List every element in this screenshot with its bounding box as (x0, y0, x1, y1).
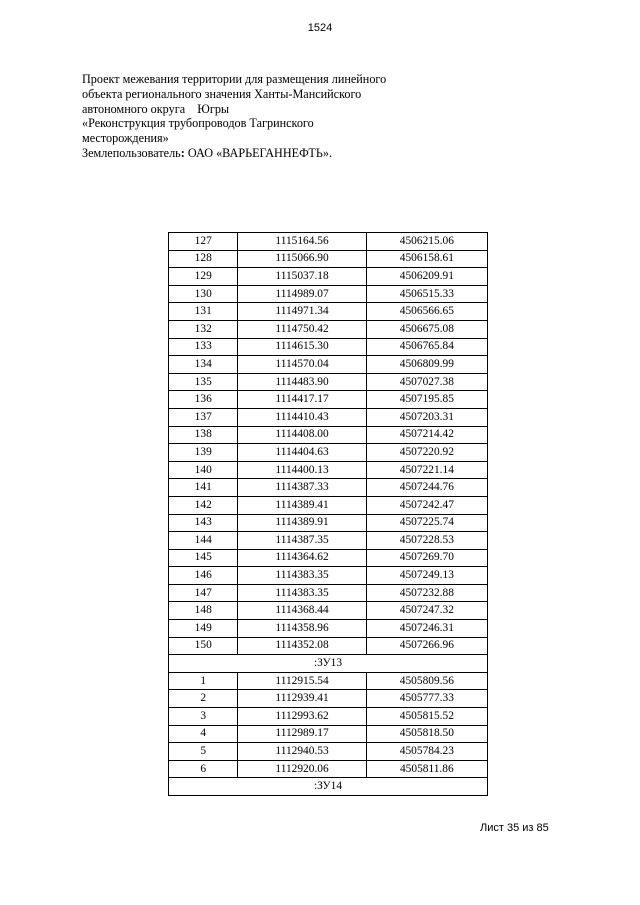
header-line: «Реконструкция трубопроводов Тагринского (82, 116, 314, 131)
x-coordinate-cell: 1112989.17 (238, 725, 366, 743)
x-coordinate-cell: 1114570.04 (238, 356, 366, 374)
land-user-line (82, 146, 442, 161)
point-number-cell: 2 (169, 690, 238, 708)
x-coordinate-cell: 1114408.00 (238, 426, 366, 444)
point-number-cell: 145 (169, 549, 238, 567)
point-number-cell: 4 (169, 725, 238, 743)
x-coordinate-cell: 1114417.17 (238, 391, 366, 409)
point-number-cell: 137 (169, 408, 238, 426)
y-coordinate-cell: 4507027.38 (366, 373, 487, 391)
point-number-cell: 128 (169, 250, 238, 268)
y-coordinate-cell: 4505818.50 (366, 725, 487, 743)
y-coordinate-cell: 4507195.85 (366, 391, 487, 409)
x-coordinate-cell: 1115037.18 (238, 268, 366, 286)
table-row (169, 496, 488, 514)
table-row (169, 690, 488, 708)
header-line: Проект межевания территории для размещения линейного (82, 72, 387, 86)
x-coordinate-cell: 1114352.08 (238, 637, 366, 655)
header-line: автономного округа Югры (82, 101, 230, 116)
table-row (169, 356, 488, 374)
table-row (169, 479, 488, 497)
table-row (169, 567, 488, 585)
y-coordinate-cell: 4505784.23 (366, 743, 487, 761)
y-coordinate-cell: 4507220.92 (366, 444, 487, 462)
point-number-cell: 1 (169, 672, 238, 690)
x-coordinate-cell: 1114971.34 (238, 303, 366, 321)
point-number-cell: 139 (169, 444, 238, 462)
point-number-cell: 129 (169, 268, 238, 286)
table-row (169, 672, 488, 690)
table-row (169, 391, 488, 409)
table-row (169, 760, 488, 778)
point-number-cell: 144 (169, 532, 238, 550)
table-row (169, 320, 488, 338)
point-number-cell: 5 (169, 743, 238, 761)
page-number: 1524 (307, 22, 333, 34)
land-plot-section-label: :ЗУ13 (169, 655, 488, 673)
x-coordinate-cell: 1114400.13 (238, 461, 366, 479)
point-number-cell: 143 (169, 514, 238, 532)
x-coordinate-cell: 1114483.90 (238, 373, 366, 391)
y-coordinate-cell: 4505809.56 (366, 672, 487, 690)
header-line: месторождения» (82, 131, 169, 146)
table-row (169, 338, 488, 356)
table-row (169, 408, 488, 426)
x-coordinate-cell: 1114383.35 (238, 584, 366, 602)
point-number-cell: 150 (169, 637, 238, 655)
point-number-cell: 149 (169, 620, 238, 638)
table-row (169, 584, 488, 602)
land-plot-section-label: :ЗУ14 (169, 778, 488, 796)
sheet-number: Лист 35 из 85 (480, 822, 549, 834)
x-coordinate-cell: 1114387.35 (238, 532, 366, 550)
x-coordinate-cell: 1114750.42 (238, 320, 366, 338)
x-coordinate-cell: 1114368.44 (238, 602, 366, 620)
y-coordinate-cell: 4507203.31 (366, 408, 487, 426)
y-coordinate-cell: 4507266.96 (366, 637, 487, 655)
point-number-cell: 134 (169, 356, 238, 374)
table-row (169, 725, 488, 743)
point-number-cell: 130 (169, 285, 238, 303)
y-coordinate-cell: 4506158.61 (366, 250, 487, 268)
x-coordinate-cell: 1112993.62 (238, 708, 366, 726)
y-coordinate-cell: 4506809.99 (366, 356, 487, 374)
x-coordinate-cell: 1114615.30 (238, 338, 366, 356)
x-coordinate-cell: 1115066.90 (238, 250, 366, 268)
x-coordinate-cell: 1114389.41 (238, 496, 366, 514)
table-row (169, 602, 488, 620)
land-user-label: Землепользователь (82, 145, 181, 160)
table-row (169, 268, 488, 286)
y-coordinate-cell: 4507249.13 (366, 567, 487, 585)
point-number-cell: 147 (169, 584, 238, 602)
table-row (169, 708, 488, 726)
section-row (169, 778, 488, 796)
point-number-cell: 3 (169, 708, 238, 726)
x-coordinate-cell: 1114989.07 (238, 285, 366, 303)
point-number-cell: 6 (169, 760, 238, 778)
point-number-cell: 146 (169, 567, 238, 585)
table-row (169, 620, 488, 638)
point-number-cell: 133 (169, 338, 238, 356)
table-row (169, 549, 488, 567)
table-row (169, 303, 488, 321)
y-coordinate-cell: 4507232.88 (366, 584, 487, 602)
x-coordinate-cell: 1112939.41 (238, 690, 366, 708)
table-row (169, 373, 488, 391)
x-coordinate-cell: 1114404.63 (238, 444, 366, 462)
y-coordinate-cell: 4505777.33 (366, 690, 487, 708)
y-coordinate-cell: 4507225.74 (366, 514, 487, 532)
x-coordinate-cell: 1114364.62 (238, 549, 366, 567)
table-row (169, 444, 488, 462)
x-coordinate-cell: 1112915.54 (238, 672, 366, 690)
x-coordinate-cell: 1114358.96 (238, 620, 366, 638)
y-coordinate-cell: 4505811.86 (366, 760, 487, 778)
y-coordinate-cell: 4507242.47 (366, 496, 487, 514)
coordinates-table (168, 232, 488, 796)
y-coordinate-cell: 4505815.52 (366, 708, 487, 726)
x-coordinate-cell: 1114410.43 (238, 408, 366, 426)
x-coordinate-cell: 1114383.35 (238, 567, 366, 585)
land-user-value: ОАО «ВАРЬЕГАННЕФТЬ». (184, 145, 333, 160)
x-coordinate-cell: 1112940.53 (238, 743, 366, 761)
table-row (169, 461, 488, 479)
y-coordinate-cell: 4506515.33 (366, 285, 487, 303)
y-coordinate-cell: 4507214.42 (366, 426, 487, 444)
table-row (169, 233, 488, 251)
table-row (169, 743, 488, 761)
y-coordinate-cell: 4506675.08 (366, 320, 487, 338)
table-row (169, 532, 488, 550)
y-coordinate-cell: 4506209.91 (366, 268, 487, 286)
point-number-cell: 127 (169, 233, 238, 251)
point-number-cell: 131 (169, 303, 238, 321)
table-row (169, 514, 488, 532)
point-number-cell: 148 (169, 602, 238, 620)
y-coordinate-cell: 4507246.31 (366, 620, 487, 638)
y-coordinate-cell: 4507269.70 (366, 549, 487, 567)
x-coordinate-cell: 1114389.91 (238, 514, 366, 532)
point-number-cell: 132 (169, 320, 238, 338)
y-coordinate-cell: 4506566.65 (366, 303, 487, 321)
header-line: объекта регионального значения Ханты-Мансийского (82, 86, 362, 101)
point-number-cell: 140 (169, 461, 238, 479)
land-user-colon: : (180, 145, 185, 160)
x-coordinate-cell: 1114387.33 (238, 479, 366, 497)
y-coordinate-cell: 4506765.84 (366, 338, 487, 356)
point-number-cell: 136 (169, 391, 238, 409)
point-number-cell: 142 (169, 496, 238, 514)
y-coordinate-cell: 4507244.76 (366, 479, 487, 497)
point-number-cell: 141 (169, 479, 238, 497)
coordinates-table-body (169, 233, 488, 796)
table-row (169, 426, 488, 444)
x-coordinate-cell: 1112920.06 (238, 760, 366, 778)
y-coordinate-cell: 4507228.53 (366, 532, 487, 550)
table-row (169, 637, 488, 655)
point-number-cell: 138 (169, 426, 238, 444)
section-row (169, 655, 488, 673)
y-coordinate-cell: 4506215.06 (366, 233, 487, 251)
table-row (169, 285, 488, 303)
point-number-cell: 135 (169, 373, 238, 391)
y-coordinate-cell: 4507247.32 (366, 602, 487, 620)
y-coordinate-cell: 4507221.14 (366, 461, 487, 479)
table-row (169, 250, 488, 268)
x-coordinate-cell: 1115164.56 (238, 233, 366, 251)
document-header (82, 72, 442, 161)
